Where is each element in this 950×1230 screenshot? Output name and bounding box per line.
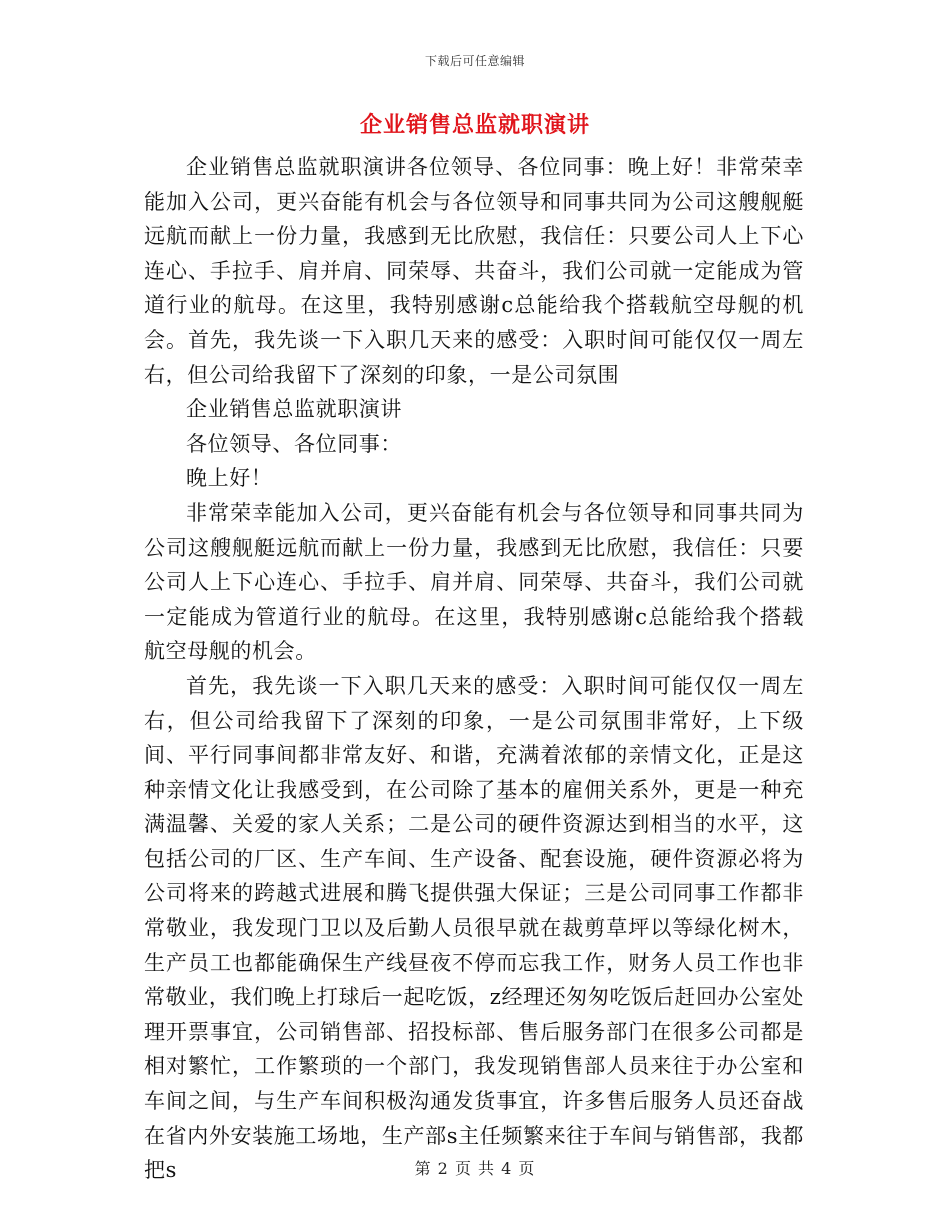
paragraph-6: 首先，我先谈一下入职几天来的感受：入职时间可能仅仅一周左右，但公司给我留下了深刻的印象，一是公司氛围非常好，上下级间、平行同事间都非常友好、和谐，充满着浓郁的亲情文化，正是这种亲情文化让我感受到，在公司除了基本的雇佣关系外，更是一种充满温馨、关爱的家人关系；二是公司的硬件资源达到相当的水平，这包括公司的厂区、生产车间、生产设备、配套设施，硬件资源必将为公司将来的跨越式进展和腾飞提供强大保证；三是公司同事工作都非常敬业，我发现门卫以及后勤人员很早就在裁剪草坪以等绿化树木，生产员工也都能确保生产线昼夜不停而忘我工作，财务人员工作也非常敬业，我们晚上打球后一起吃饭，z经理还匆匆吃饭后赶回办公室处理开票事宜，公司销售部、招投标部、售后服务部门在很多公司都是相对繁忙，工作繁琐的一个部门，我发现销售部人员来往于办公室和车间之间，与生产车间积极沟通发货事宜，许多售后服务人员还奋战在省内外安装施工场地，生产部s主任频繁来往于车间与销售部，我都把s xyxy=(144,673,804,1183)
paragraph-5: 非常荣幸能加入公司，更兴奋能有机会与各位领导和同事共同为公司这艘舰艇远航而献上一份力量，我感到无比欣慰，我信任：只要公司人上下心连心、手拉手、肩并肩、同荣辱、共奋斗，我们公司就一定能成为管道行业的航母。在这里，我特别感谢c总能给我个搭载航空母舰的机会。 xyxy=(144,500,804,664)
document-title: 企业销售总监就职演讲 xyxy=(359,112,590,138)
document-body xyxy=(144,150,804,1188)
page-number: 第 2 页 共 4 页 xyxy=(414,1159,536,1178)
paragraph-1: 企业销售总监就职演讲各位领导、各位同事：晚上好！非常荣幸能加入公司，更兴奋能有机会与各位领导和同事共同为公司这艘舰艇远航而献上一份力量，我感到无比欣慰，我信任：只要公司人上下心连心、手拉手、肩并肩、同荣辱、共奋斗，我们公司就一定能成为管道行业的航母。在这里，我特别感谢c总能给我个搭载航空母舰的机会。首先，我先谈一下入职几天来的感受：入职时间可能仅仅一周左右，但公司给我留下了深刻的印象，一是公司氛围 xyxy=(144,155,804,387)
paragraph-2: 企业销售总监就职演讲 xyxy=(186,397,402,422)
paragraph-4: 晚上好！ xyxy=(186,466,273,491)
header-note: 下载后可任意编辑 xyxy=(424,54,525,68)
paragraph-3: 各位领导、各位同事： xyxy=(186,431,402,456)
